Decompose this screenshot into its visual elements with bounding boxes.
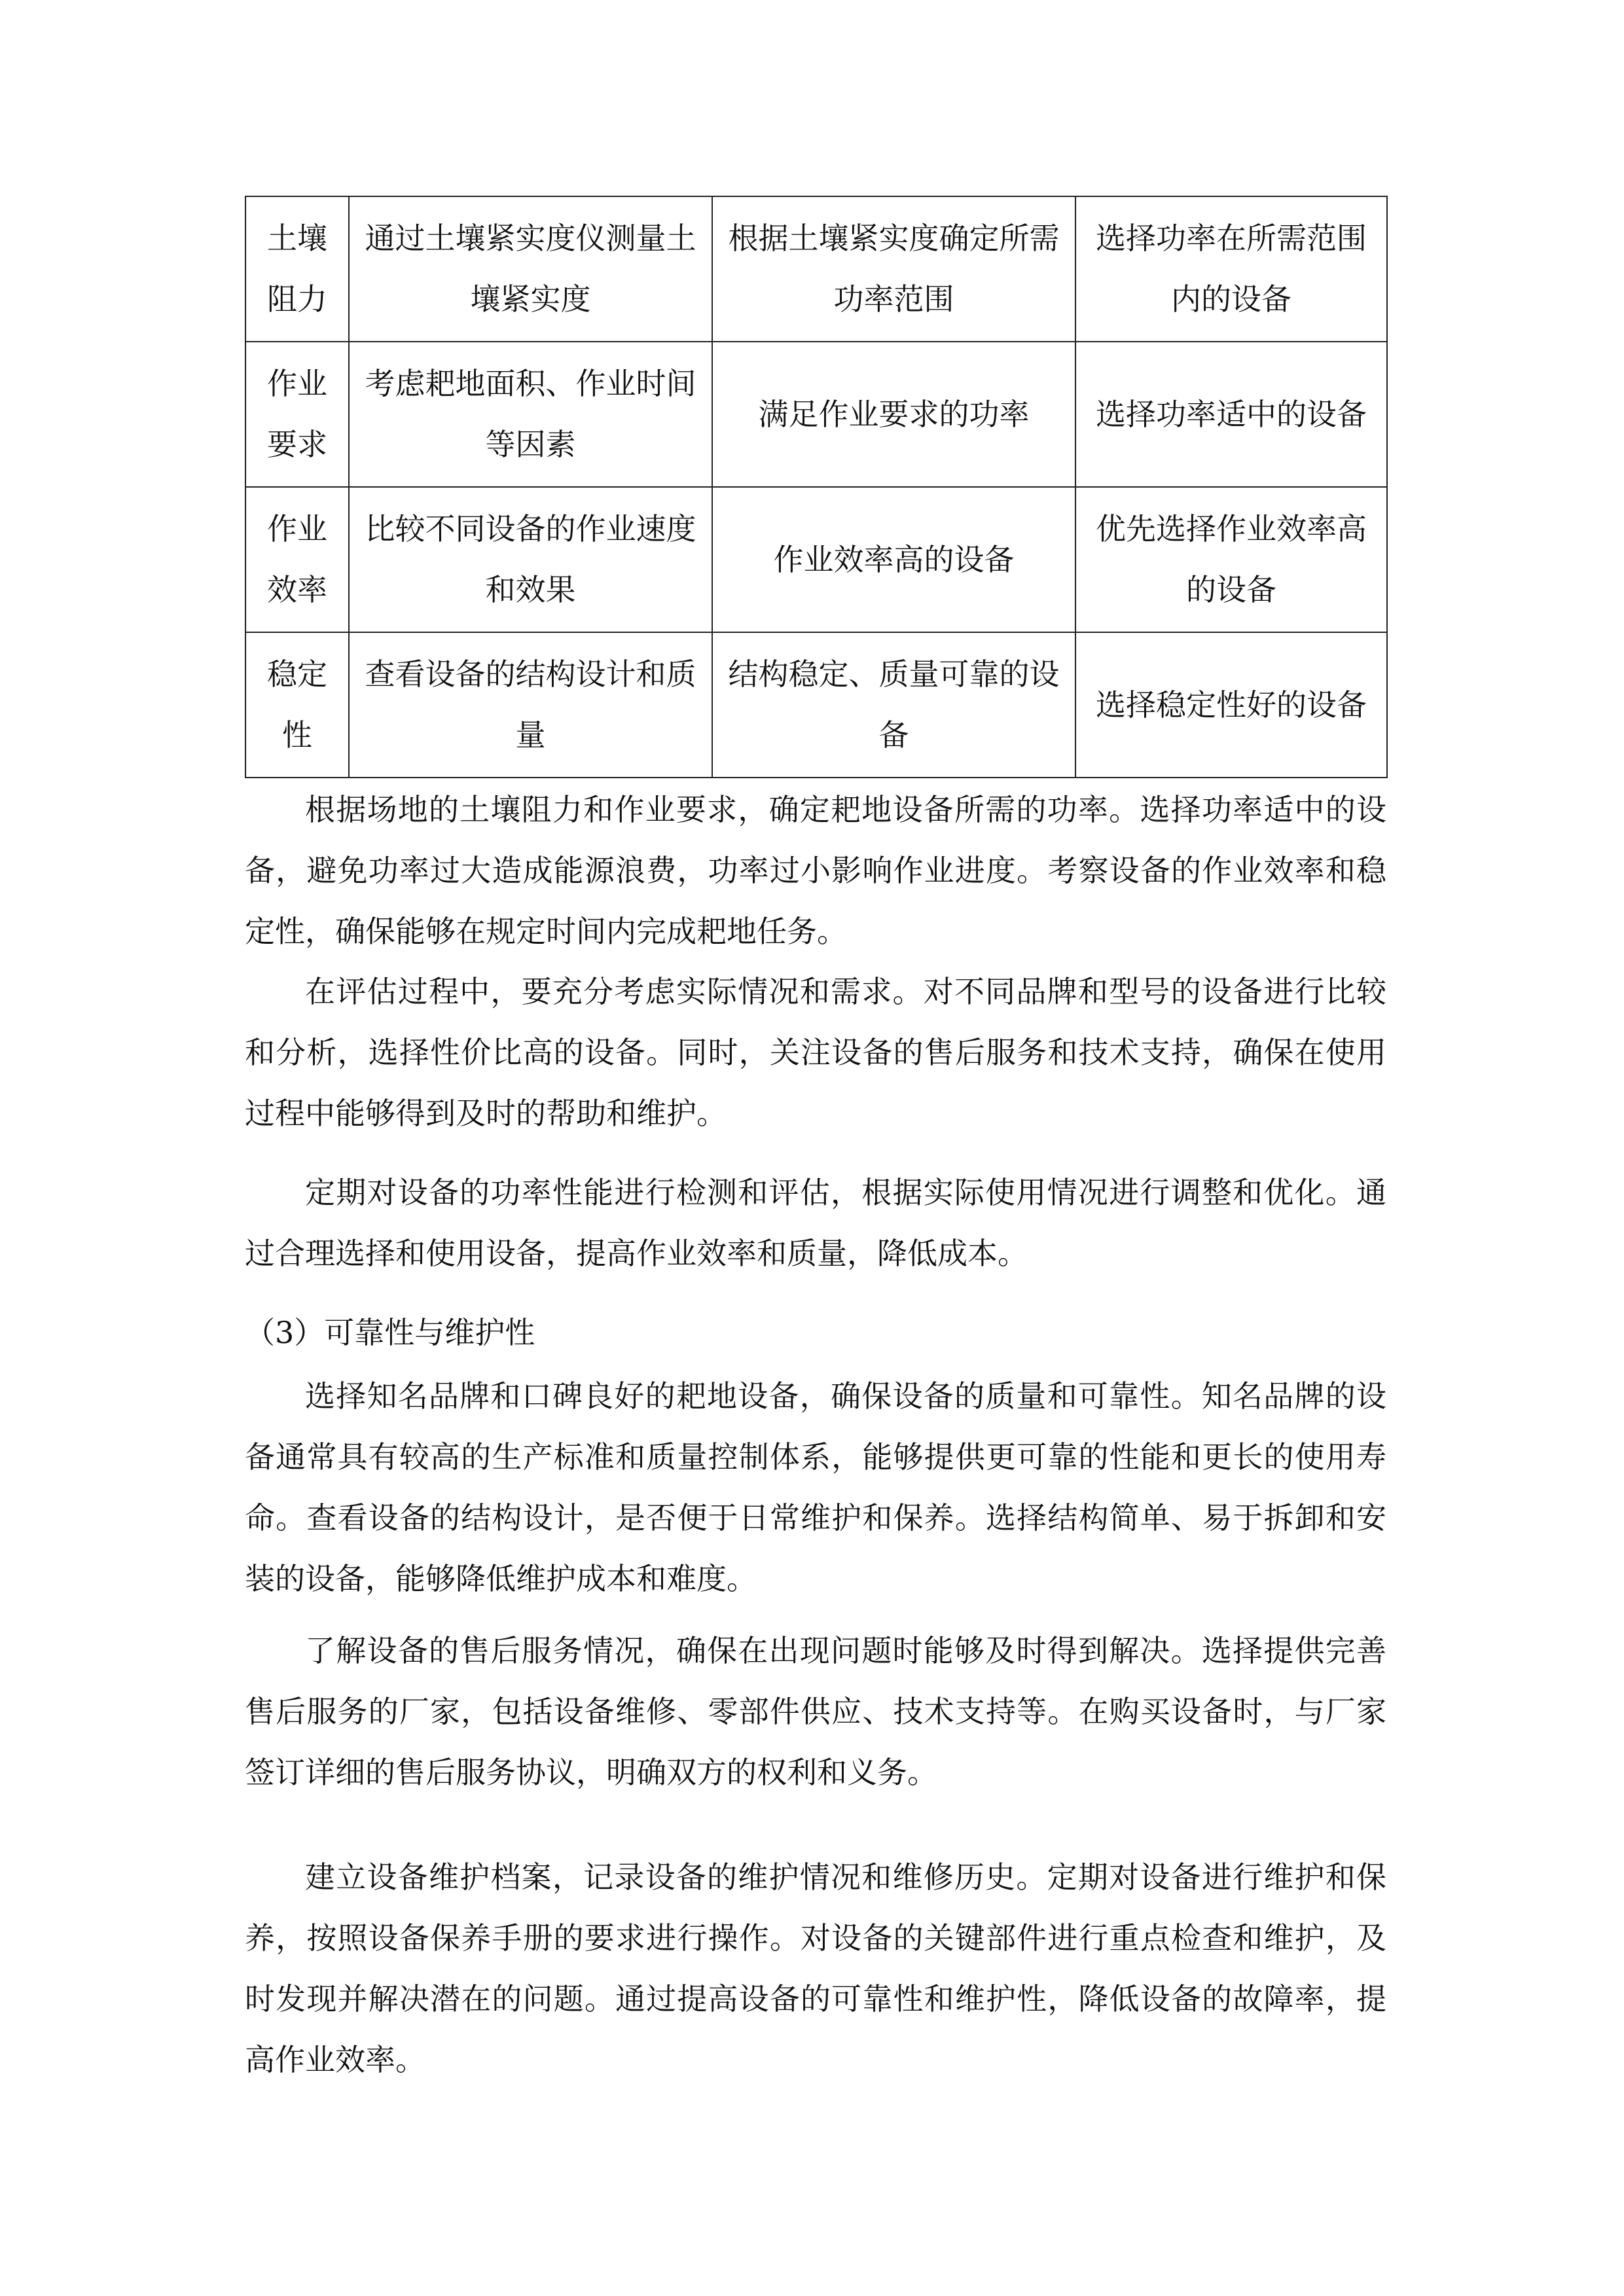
table-cell: 土壤阻力 <box>245 196 349 342</box>
power-evaluation-table <box>245 196 1388 778</box>
table-cell: 查看设备的结构设计和质量 <box>349 632 712 778</box>
table-cell: 通过土壤紧实度仪测量土壤紧实度 <box>349 196 712 342</box>
table-row <box>245 342 1387 487</box>
table-cell: 作业效率 <box>245 487 349 632</box>
table-row <box>245 632 1387 778</box>
table-row <box>245 196 1387 342</box>
table-cell: 选择功率在所需范围内的设备 <box>1075 196 1387 342</box>
table-cell: 满足作业要求的功率 <box>712 342 1075 487</box>
paragraph: 建立设备维护档案，记录设备的维护情况和维修历史。定期对设备进行维护和保养，按照设备保养手册的要求进行操作。对设备的关键部件进行重点检查和维护，及时发现并解决潜在的问题。通过提高设备的可靠性和维护性，降低设备的故障率，提高作业效率。 <box>245 1859 1386 2077</box>
table-cell: 比较不同设备的作业速度和效果 <box>349 487 712 632</box>
table-cell: 稳定性 <box>245 632 349 778</box>
table-cell: 作业效率高的设备 <box>712 487 1075 632</box>
table-cell: 根据土壤紧实度确定所需功率范围 <box>712 196 1075 342</box>
table-cell: 结构稳定、质量可靠的设备 <box>712 632 1075 778</box>
paragraph: 了解设备的售后服务情况，确保在出现问题时能够及时得到解决。选择提供完善售后服务的厂家，包括设备维修、零部件供应、技术支持等。在购买设备时，与厂家签订详细的售后服务协议，明确双方的权利和义务。 <box>245 1633 1386 1790</box>
paragraph: 定期对设备的功率性能进行检测和评估，根据实际使用情况进行调整和优化。通过合理选择和使用设备，提高作业效率和质量，降低成本。 <box>245 1175 1386 1271</box>
paragraph: 在评估过程中，要充分考虑实际情况和需求。对不同品牌和型号的设备进行比较和分析，选择性价比高的设备。同时，关注设备的售后服务和技术支持，确保在使用过程中能够得到及时的帮助和维护。 <box>245 974 1386 1131</box>
section-heading: （3）可靠性与维护性 <box>245 1315 535 1350</box>
table-cell: 作业要求 <box>245 342 349 487</box>
table-cell: 优先选择作业效率高的设备 <box>1075 487 1387 632</box>
table-cell: 考虑耙地面积、作业时间等因素 <box>349 342 712 487</box>
table-cell: 选择功率适中的设备 <box>1075 342 1387 487</box>
paragraph: 选择知名品牌和口碑良好的耙地设备，确保设备的质量和可靠性。知名品牌的设备通常具有较高的生产标准和质量控制体系，能够提供更可靠的性能和更长的使用寿命。查看设备的结构设计，是否便于日常维护和保养。选择结构简单、易于拆卸和安装的设备，能够降低维护成本和难度。 <box>245 1378 1386 1596</box>
table-cell: 选择稳定性好的设备 <box>1075 632 1387 778</box>
table-row <box>245 487 1387 632</box>
paragraph: 根据场地的土壤阻力和作业要求，确定耙地设备所需的功率。选择功率适中的设备，避免功率过大造成能源浪费，功率过小影响作业进度。考察设备的作业效率和稳定性，确保能够在规定时间内完成耙地任务。 <box>245 792 1386 949</box>
